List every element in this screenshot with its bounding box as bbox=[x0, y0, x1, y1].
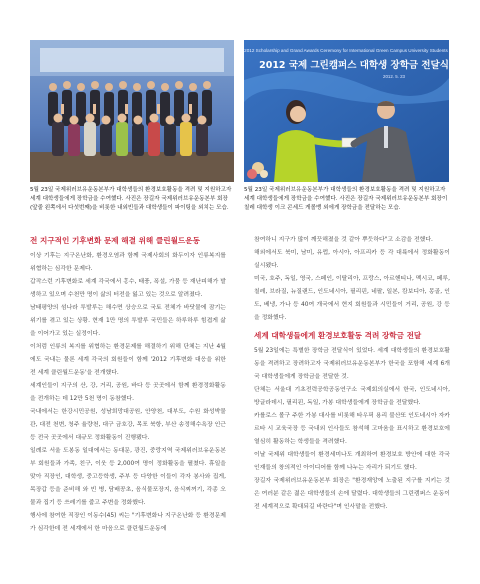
scholarship-photo bbox=[244, 40, 449, 182]
article-paragraph: 장길자 국제위러브유운동본부 회장은 "환경재앙에 노출된 지구를 지키는 것은 여러분 같은 젊은 대학생들의 손에 달렸다. 대학생들의 그린캠퍼스 운동이 전 세계적으로 확대되길 바란다"며 인사말을 전했다. bbox=[254, 478, 450, 510]
article-column-left bbox=[30, 234, 226, 536]
article-paragraph: 이날 국제위 대학생들이 환경세미나도 개최하여 환경보호 방안에 대한 각국 인재들의 창의적인 아이디어를 함께 나누는 자리가 되기도 했다. bbox=[254, 452, 450, 471]
article-column-right bbox=[254, 234, 450, 514]
article-paragraph: 5월 23일에는 특별한 장학금 전달식이 있었다. 세계 대학생들의 환경보호활동을 격려하고 장려하고자 국제위러브유운동본부가 한국을 포함해 세계 6개국 대학생들에게 장학금을 전달한 것. bbox=[254, 348, 450, 380]
article-paragraph: 해외에서도 북미, 남미, 유럽, 아시아, 아프리카 등 각 대륙에서 정화활동이 실시됐다. bbox=[254, 250, 450, 269]
article-paragraph: 행사에 참여한 직장인 이동수(45) 씨는 "기후변화나 지구온난화 등 환경문제가 심각한데 전 세계에서 한 마음으로 클린월드운동에 bbox=[30, 513, 226, 532]
article-paragraph: 카를로스 볼구 주한 가봉 대사를 비롯해 타우픽 용리 불산또 인도네시아 자카르타 시 교육국장 등 국내외 인사들도 참석해 고마움을 표시하고 환경보호에 열심히 활동하는 학생들을 격려했다. bbox=[254, 413, 450, 445]
section-heading-climate: 전 지구적인 기후변화 문제 해결 위해 클린월드운동 bbox=[30, 236, 200, 245]
scholarship-photo-illustration bbox=[244, 40, 449, 182]
section-heading-scholarship: 세계 대학생들에게 환경보호활동 격려 장학금 전달 bbox=[254, 331, 422, 340]
photo-caption-left: 5월 23일 국제위러브유운동본부가 대학생들의 환경보호활동을 격려 및 지원하고자 세계 대학생들에게 장학금을 수여했다. 사진은 장길자 국제위러브유운동본부 회장(앞줄 왼쪽에서 다섯번째)을 비롯한 내외빈들과 대학생들이 파이팅을 외치는 모습. bbox=[30, 187, 232, 211]
group-photo-illustration bbox=[30, 40, 234, 182]
banner-title: 2012 국제 그린캠퍼스 대학생 장학금 전달식 bbox=[259, 60, 449, 71]
banner-subtitle: 2012 Scholarship and Grand Awards Ceremony for International Green Campus University Students bbox=[244, 48, 448, 53]
article-paragraph: 세계인들이 지구의 산, 강, 거리, 공원, 바다 등 곳곳에서 함께 환경정화활동을 전개하는 데 12만 5천 명이 동참했다. bbox=[30, 383, 226, 402]
article-paragraph: 일례로 서울 도봉동 일대에서는 동대문, 광진, 중랑지역 국제위러브유운동본부 회원들과 가족, 친구, 이웃 등 2,000여 명이 정화활동을 펼쳤다. 휴일을 맞아 직장인, 대학생, 중고등학생, 주부 등 다양한 이들이 각자 봉사와 집게, 목장갑 등을 준비해 와 빈 병, 담배꽁초, 음식물포장지, 음식찌꺼기, 각종 오물과 집기 등 쓰레기를 줍고 주변을 정화했다. bbox=[30, 448, 226, 506]
article-paragraph: 참여하니 지구가 많이 깨끗해졌을 것 같아 뿌듯하다"고 소감을 전했다. bbox=[254, 237, 433, 243]
article-paragraph: 이처럼 인류의 복지를 위협하는 환경문제를 해결하기 위해 단체는 지난 4월에도 국내는 물론 세계 각국의 회원들이 함께 '2012 기후변화 대응을 위한 전 세계 클린월드운동'을 전개했다. bbox=[30, 344, 226, 376]
article-paragraph: 단체는 서울대 기초전력공학공동연구소 국제회의실에서 한국, 인도네시아, 방글라데시, 필리핀, 독일, 가봉 대학생들에게 장학금을 전달했다. bbox=[254, 387, 450, 406]
article-paragraph: 국내에서는 한강시민공원, 성남희망대공원, 안양천, 대부도, 수원 화성박물관, 대전 천변, 청주 율량천, 대구 금호강, 목포 북항, 부산 송정해수욕장 인근 등 전국 곳곳에서 대규모 정화활동이 진행됐다. bbox=[30, 409, 226, 441]
article-paragraph: 갑작스런 기후변화로 세계 각국에서 홍수, 태풍, 폭설, 가뭄 등 재난피해가 발생하고 있으며 수천만 명이 삶의 터전을 잃고 있는 것으로 알려졌다. bbox=[30, 279, 226, 298]
article-paragraph: 미국, 호주, 독일, 영국, 스페인, 이탈리아, 프랑스, 아르헨티나, 멕시코, 페루, 칠레, 브라질, 뉴질랜드, 인도네시아, 필리핀, 네팔, 일본, 캄보디아, 몽골, 인도, 베냉, 가나 등 40여 개국에서 현지 회원들과 시민들이 거리, 공원, 강 등을 정화했다. bbox=[254, 276, 450, 321]
banner-date: 2012. 5. 23 bbox=[383, 74, 405, 79]
article-paragraph: 남태평양의 섬나라 투발루는 해수면 상승으로 국토 전체가 바닷물에 잠기는 위기를 겪고 있는 상황. 현재 1만 명의 투발루 국민들은 하루하루 힘겹게 삶을 이어가고 있는 실정이다. bbox=[30, 305, 226, 337]
group-photo bbox=[30, 40, 234, 182]
article-paragraph: 이상 기후는 지구온난화, 환경오염과 함께 국제사회의 화두이자 인류복지를 위협하는 심각한 문제다. bbox=[30, 253, 226, 272]
photo-caption-right: 5월 23일 국제위러브유운동본부가 대학생들의 환경보호활동을 격려 및 지원하고자 세계 대학생들에게 장학금을 수여했다. 사진은 장길자 국제위러브유운동본부 회장이 칠레 대학생 이크 콘세드 게볼뱅 외에게 장학금을 전달하는 모습. bbox=[244, 187, 448, 211]
